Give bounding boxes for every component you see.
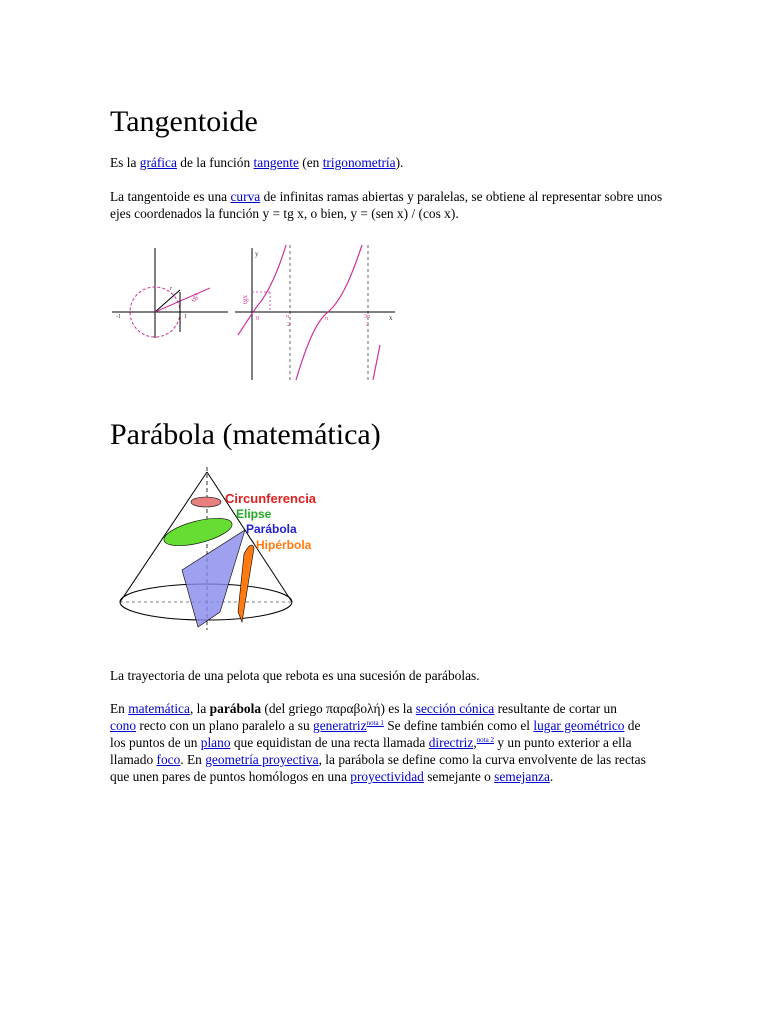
link-cono[interactable]: cono [110, 718, 137, 733]
link-matematica[interactable]: matemática [128, 701, 190, 716]
tangent-graph-figure [110, 240, 400, 385]
link-semejanza[interactable]: semejanza [494, 769, 550, 784]
svg-text:Parábola: Parábola [246, 522, 297, 536]
unit-circle-diagram [112, 248, 228, 338]
conic-sections-figure [110, 462, 330, 632]
link-trigonometria[interactable]: trigonometría [322, 155, 396, 170]
svg-text:Hipérbola: Hipérbola [256, 538, 312, 552]
svg-text:3π: 3π [364, 314, 371, 320]
link-foco[interactable]: foco [156, 752, 181, 767]
parabola-bold-term: parábola [209, 701, 262, 716]
tangent-plot [235, 245, 395, 380]
link-lugar-geometrico[interactable]: lugar geométrico [533, 718, 625, 733]
svg-text:0: 0 [256, 316, 259, 322]
footnote-2-link[interactable]: nota 2 [476, 736, 494, 744]
link-tangente[interactable]: tangente [253, 155, 299, 170]
svg-text:tgx: tgx [241, 295, 249, 304]
svg-text:π: π [286, 314, 290, 320]
svg-text:x: x [389, 314, 393, 322]
link-geometria-proyectiva[interactable]: geometría proyectiva [205, 752, 319, 767]
link-generatriz[interactable]: generatriz [313, 718, 367, 733]
svg-text:π: π [325, 316, 329, 322]
parabola-trajectory-paragraph: La trayectoria de una pelota que rebota es una sucesión de parábolas. [110, 668, 480, 683]
link-plano[interactable]: plano [200, 735, 231, 750]
parabola-heading: Parábola (matemática) [110, 418, 381, 451]
svg-text:Circunferencia: Circunferencia [225, 491, 317, 506]
tangentoide-description-paragraph: La tangentoide es una curva de infinitas ramas abiertas y paralelas, se obtiene al representar sobre unos ejes coordenados la función y = tg x, o bien, y = (sen x) / (cos x). [110, 189, 663, 221]
svg-text:tgx: tgx [189, 291, 200, 303]
link-grafica[interactable]: gráfica [139, 155, 177, 170]
tangentoide-heading: Tangentoide [110, 105, 258, 138]
link-seccion-conica[interactable]: sección cónica [415, 701, 495, 716]
link-proyectividad[interactable]: proyectividad [350, 769, 424, 784]
svg-text:y: y [255, 250, 259, 258]
footnote-1-link[interactable]: nota 1 [366, 719, 384, 727]
svg-text:r: r [170, 286, 172, 292]
link-curva[interactable]: curva [230, 189, 261, 204]
link-directriz[interactable]: directriz [428, 735, 474, 750]
parabola-definition-paragraph: En matemática, la parábola (del griego παραβολή) es la sección cónica resultante de cortar un cono recto con un plano paralelo a su generatriz$^{nota 1}$ Se define también como el lugar geométrico de los puntos de un plano que equidistan de una recta llamada directriz,$^{nota 2}$ y un punto exterior a ella llamado foco. En geometría proyectiva, la parábola se define como la curva envolvente de las rectas que unen pares de puntos homólogos en una proyectividad semejante o semejanza. [110, 701, 646, 784]
svg-text:-1: -1 [116, 314, 121, 320]
svg-text:2: 2 [287, 322, 290, 328]
tangentoide-intro-paragraph: Es la gráfica de la función tangente (en trigonometría). [110, 155, 404, 170]
svg-text:1: 1 [184, 314, 187, 320]
svg-text:2: 2 [366, 322, 369, 328]
svg-text:Elipse: Elipse [236, 507, 272, 521]
